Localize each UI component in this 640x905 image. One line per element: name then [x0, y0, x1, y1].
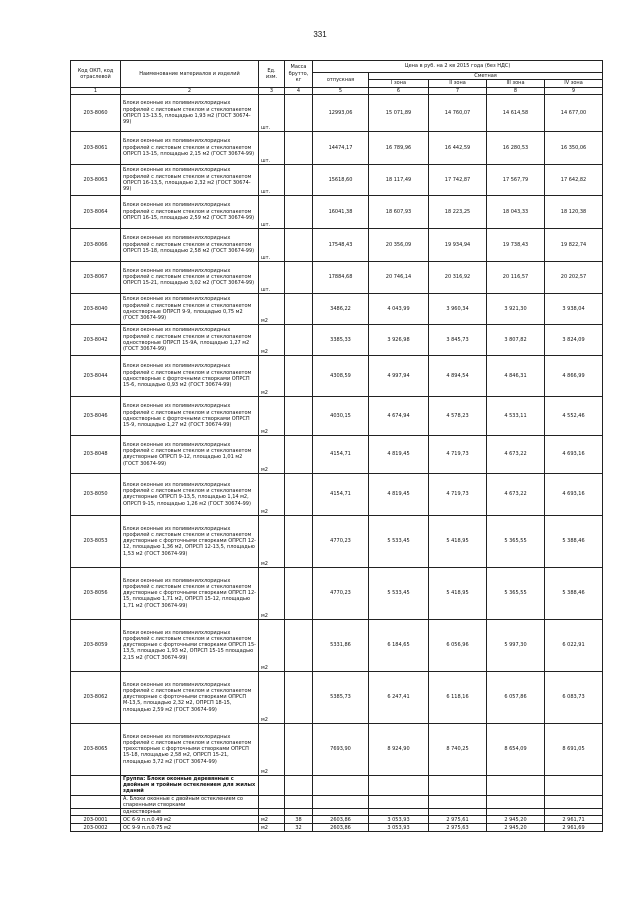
- row-zone4-price: 6 083,73: [545, 671, 603, 723]
- row-unit: м2: [259, 671, 285, 723]
- row-unit: шт.: [259, 131, 285, 164]
- column-index-row: [71, 87, 603, 94]
- row-mass: [285, 293, 313, 324]
- empty-cell: [259, 775, 285, 795]
- row-zone3-price: 2 945,20: [487, 816, 545, 824]
- row-name: Блоки оконные из поливинилхлоридных профилей с листовым стеклом и стеклопакетом ОПРСП 16-13,5, площадью 2,32 м2 (ГОСТ 30674-99): [121, 164, 259, 195]
- empty-cell: [487, 775, 545, 795]
- empty-cell: [71, 775, 121, 795]
- row-code: 203-8044: [71, 355, 121, 396]
- empty-cell: [369, 775, 429, 795]
- row-zone2-price: 4 894,54: [429, 355, 487, 396]
- header-mass: Масса брутто, кг: [285, 61, 313, 88]
- row-zone3-price: 4 846,31: [487, 355, 545, 396]
- table-row: [71, 816, 603, 824]
- row-zone1-price: 3 053,93: [369, 824, 429, 832]
- row-zone4-price: 14 677,00: [545, 94, 603, 131]
- row-zone3-price: 4 673,22: [487, 473, 545, 515]
- row-zone2-price: 4 719,73: [429, 435, 487, 473]
- row-zone1-price: 18 117,49: [369, 164, 429, 195]
- row-zone4-price: 18 120,38: [545, 195, 603, 228]
- row-zone2-price: 18 223,25: [429, 195, 487, 228]
- table-row: [71, 671, 603, 723]
- row-mass: [285, 261, 313, 293]
- row-mass: [285, 131, 313, 164]
- row-name: Блоки оконные из поливинилхлоридных профилей с листовым стеклом и стеклопакетом одностворные ОПРСП 15-9А, площадью 1,27 м2 (ГОСТ 30674-99): [121, 324, 259, 355]
- header-unit: Ед. изм.: [259, 61, 285, 88]
- row-zone2-price: 6 118,16: [429, 671, 487, 723]
- empty-cell: [545, 775, 603, 795]
- empty-cell: [285, 809, 313, 816]
- row-release-price: 12993,06: [313, 94, 369, 131]
- row-unit: м2: [259, 619, 285, 671]
- row-unit: м2: [259, 515, 285, 567]
- row-zone1-price: 15 071,89: [369, 94, 429, 131]
- row-zone3-price: 5 365,55: [487, 567, 545, 619]
- row-release-price: 5331,86: [313, 619, 369, 671]
- col-index: 5: [313, 87, 369, 94]
- row-zone1-price: 6 247,41: [369, 671, 429, 723]
- row-zone3-price: 17 567,79: [487, 164, 545, 195]
- row-code: 203-8050: [71, 473, 121, 515]
- col-index: 7: [429, 87, 487, 94]
- row-zone2-price: 4 719,73: [429, 473, 487, 515]
- row-zone3-price: 14 614,58: [487, 94, 545, 131]
- row-zone4-price: 2 961,71: [545, 816, 603, 824]
- row-unit: м2: [259, 473, 285, 515]
- row-code: 203-0002: [71, 824, 121, 832]
- row-name: Блоки оконные из поливинилхлоридных профилей с листовым стеклом и стеклопакетом ОПРСП 13-13.5, площадью 1,93 м2 (ГОСТ 30674-99): [121, 94, 259, 131]
- row-name: Блоки оконные из поливинилхлоридных профилей с листовым стеклом и стеклопакетом двустворные с форточными створками ОПРСП 12-15, площадью 1,71 м2, ОПРСП 15-12, площадью 1,71 м2 (ГОСТ 30674-99): [121, 567, 259, 619]
- row-release-price: 4770,23: [313, 567, 369, 619]
- row-name: Блоки оконные из поливинилхлоридных профилей с листовым стеклом и стеклопакетом одностворные ОПРСП 9-9, площадью 0,75 м2 (ГОСТ 30674-99): [121, 293, 259, 324]
- col-index: 2: [121, 87, 259, 94]
- empty-cell: [313, 809, 369, 816]
- col-index: 9: [545, 87, 603, 94]
- table-row: [71, 164, 603, 195]
- row-name: Блоки оконные из поливинилхлоридных профилей с листовым стеклом и стеклопакетом двустворные с форточными створками ОПРСП 12-12, площадью 1,36 м2, ОПРСП 12-13,5, площадью 1,53 м2 (ГОСТ 30674-99): [121, 515, 259, 567]
- empty-cell: [429, 795, 487, 809]
- row-zone1-price: 5 533,45: [369, 515, 429, 567]
- row-unit: шт.: [259, 164, 285, 195]
- row-code: 203-8062: [71, 671, 121, 723]
- row-zone4-price: 4 693,16: [545, 473, 603, 515]
- row-zone1-price: 4 819,45: [369, 435, 429, 473]
- header-release: отпускная: [313, 73, 369, 88]
- page-number: 331: [313, 30, 327, 39]
- row-zone3-price: 8 654,09: [487, 723, 545, 775]
- row-code: 203-8053: [71, 515, 121, 567]
- header-price-group: Цена в руб. на 2 кв 2015 года (без НДС): [313, 61, 603, 73]
- empty-cell: [429, 809, 487, 816]
- empty-cell: [259, 795, 285, 809]
- col-index: 3: [259, 87, 285, 94]
- row-zone1-price: 3 926,98: [369, 324, 429, 355]
- row-mass: [285, 435, 313, 473]
- row-mass: [285, 94, 313, 131]
- empty-cell: [429, 775, 487, 795]
- row-code: 203-8066: [71, 228, 121, 261]
- table-row: [71, 723, 603, 775]
- row-code: 203-8065: [71, 723, 121, 775]
- group-row: [71, 775, 603, 795]
- row-mass: [285, 723, 313, 775]
- row-mass: [285, 515, 313, 567]
- row-code: 203-8067: [71, 261, 121, 293]
- col-index: 8: [487, 87, 545, 94]
- row-release-price: 4154,71: [313, 435, 369, 473]
- row-unit: шт.: [259, 94, 285, 131]
- empty-cell: [71, 795, 121, 809]
- row-release-price: 2603,86: [313, 824, 369, 832]
- table-row: [71, 195, 603, 228]
- row-zone3-price: 20 116,57: [487, 261, 545, 293]
- row-unit: м2: [259, 723, 285, 775]
- table-row: [71, 567, 603, 619]
- row-zone2-price: 5 418,95: [429, 515, 487, 567]
- row-code: 203-8059: [71, 619, 121, 671]
- row-mass: [285, 164, 313, 195]
- table-header: [71, 61, 603, 95]
- row-zone1-price: 20 356,09: [369, 228, 429, 261]
- empty-cell: [313, 775, 369, 795]
- row-mass: [285, 396, 313, 435]
- row-zone3-price: 5 365,55: [487, 515, 545, 567]
- row-zone4-price: 17 642,82: [545, 164, 603, 195]
- col-index: 6: [369, 87, 429, 94]
- row-zone4-price: 6 022,91: [545, 619, 603, 671]
- price-table: [70, 60, 603, 832]
- row-mass: 32: [285, 824, 313, 832]
- row-name: Блоки оконные из поливинилхлоридных профилей с листовым стеклом и стеклопакетом трехстворные с форточными створками ОПРСП 15-18, площадью 2,58 м2, ОПРСП 15-21, площадью 3,72 м2 (ГОСТ 30674-99): [121, 723, 259, 775]
- empty-cell: [487, 809, 545, 816]
- table-row: [71, 94, 603, 131]
- row-zone4-price: 16 350,06: [545, 131, 603, 164]
- tail-body: [71, 816, 603, 832]
- row-zone4-price: 5 388,46: [545, 567, 603, 619]
- group-title: Группа: Блоки оконные деревянные с двойным и тройным остеклением для жилых зданий: [121, 775, 259, 795]
- row-unit: м2: [259, 324, 285, 355]
- row-zone2-price: 3 960,34: [429, 293, 487, 324]
- row-name: ОС 9-9 п.л.0.75 м2: [121, 824, 259, 832]
- row-zone2-price: 2 975,61: [429, 816, 487, 824]
- table-row: [71, 515, 603, 567]
- row-unit: м2: [259, 355, 285, 396]
- empty-cell: [545, 795, 603, 809]
- header-name: Наименование материалов и изделий: [121, 61, 259, 88]
- empty-cell: [369, 795, 429, 809]
- row-zone3-price: 4 533,11: [487, 396, 545, 435]
- row-unit: м2: [259, 824, 285, 832]
- row-release-price: 5385,73: [313, 671, 369, 723]
- row-zone4-price: 4 693,16: [545, 435, 603, 473]
- subgroup-row: [71, 795, 603, 809]
- empty-cell: [369, 809, 429, 816]
- empty-cell: [285, 795, 313, 809]
- row-code: 203-8046: [71, 396, 121, 435]
- row-mass: [285, 619, 313, 671]
- row-name: Блоки оконные из поливинилхлоридных профилей с листовым стеклом и стеклопакетом ОПРСП 15-18, площадью 2,58 м2 (ГОСТ 30674-99): [121, 228, 259, 261]
- row-release-price: 14474,17: [313, 131, 369, 164]
- row-zone3-price: 18 043,33: [487, 195, 545, 228]
- row-mass: [285, 671, 313, 723]
- row-zone4-price: 4 552,46: [545, 396, 603, 435]
- col-index: 1: [71, 87, 121, 94]
- row-unit: м2: [259, 435, 285, 473]
- table-row: [71, 435, 603, 473]
- row-mass: [285, 195, 313, 228]
- row-zone1-price: 4 819,45: [369, 473, 429, 515]
- col-index: 4: [285, 87, 313, 94]
- row-code: 203-0001: [71, 816, 121, 824]
- row-zone3-price: 19 738,43: [487, 228, 545, 261]
- empty-cell: [71, 809, 121, 816]
- row-zone2-price: 5 418,95: [429, 567, 487, 619]
- row-name: ОС 6-9 п.л.0.49 м2: [121, 816, 259, 824]
- row-release-price: 16041,38: [313, 195, 369, 228]
- table-row: [71, 473, 603, 515]
- row-name: Блоки оконные из поливинилхлоридных профилей с листовым стеклом и стеклопакетом двустворные с форточными створками ОПРСП 15-13,5, площадью 1,93 м2, ОПРСП 15-15 площадью 2,15 м2 (ГОСТ 30674-99): [121, 619, 259, 671]
- table-row: [71, 619, 603, 671]
- row-release-price: 17548,43: [313, 228, 369, 261]
- row-unit: шт.: [259, 228, 285, 261]
- row-zone2-price: 19 934,94: [429, 228, 487, 261]
- empty-cell: [285, 775, 313, 795]
- row-code: 203-8048: [71, 435, 121, 473]
- row-zone1-price: 20 746,14: [369, 261, 429, 293]
- empty-cell: [259, 809, 285, 816]
- header-code: Код ОКП, код отраслевой: [71, 61, 121, 88]
- table-body: [71, 94, 603, 775]
- table-row: [71, 261, 603, 293]
- row-zone2-price: 8 740,25: [429, 723, 487, 775]
- row-zone1-price: 18 607,93: [369, 195, 429, 228]
- row-mass: [285, 355, 313, 396]
- row-zone1-price: 5 533,45: [369, 567, 429, 619]
- subgroup-title: А. Блоки оконные с двойным остеклением со спаренными створками: [121, 795, 259, 809]
- row-name: Блоки оконные из поливинилхлоридных профилей с листовым стеклом и стеклопакетом ОПРСП 13-15, площадью 2,15 м2 (ГОСТ 30674-99): [121, 131, 259, 164]
- header-zone-1: I зона: [369, 80, 429, 87]
- row-zone4-price: 3 824,09: [545, 324, 603, 355]
- row-zone4-price: 8 691,05: [545, 723, 603, 775]
- row-name: Блоки оконные из поливинилхлоридных профилей с листовым стеклом и стеклопакетом одностворные с форточными створками ОПРСП 15-6, площадью 0,93 м2 (ГОСТ 30674-99): [121, 355, 259, 396]
- row-release-price: 15618,60: [313, 164, 369, 195]
- row-unit: м2: [259, 293, 285, 324]
- row-zone3-price: 5 997,30: [487, 619, 545, 671]
- table-row: [71, 228, 603, 261]
- row-zone4-price: 20 202,57: [545, 261, 603, 293]
- table-row: [71, 396, 603, 435]
- row-name: Блоки оконные из поливинилхлоридных профилей с листовым стеклом и стеклопакетом ОПРСП 16-15, площадью 2,59 м2 (ГОСТ 30674-99): [121, 195, 259, 228]
- row-release-price: 17884,68: [313, 261, 369, 293]
- row-release-price: 4030,15: [313, 396, 369, 435]
- row-zone1-price: 4 997,94: [369, 355, 429, 396]
- row-unit: м2: [259, 816, 285, 824]
- row-mass: [285, 567, 313, 619]
- row-zone2-price: 2 975,63: [429, 824, 487, 832]
- row-zone3-price: 3 921,30: [487, 293, 545, 324]
- group-section: [71, 775, 603, 816]
- row-zone2-price: 17 742,87: [429, 164, 487, 195]
- row-zone3-price: 2 945,20: [487, 824, 545, 832]
- row-name: Блоки оконные из поливинилхлоридных профилей с листовым стеклом и стеклопакетом двустворные ОПРСП 9-12, площадью 1,01 м2 (ГОСТ 30674-99): [121, 435, 259, 473]
- row-release-price: 3486,22: [313, 293, 369, 324]
- row-name: Блоки оконные из поливинилхлоридных профилей с листовым стеклом и стеклопакетом двустворные с форточными створками ОПРСП М-13,5, площадью 2,32 м2, ОПРСП 18-15, площадью 2,59 м2 (ГОСТ 30674-99): [121, 671, 259, 723]
- header-zone-3: III зона: [487, 80, 545, 87]
- empty-cell: [487, 795, 545, 809]
- row-unit: шт.: [259, 261, 285, 293]
- subgroup-type-row: [71, 809, 603, 816]
- row-mass: [285, 324, 313, 355]
- row-zone2-price: 3 845,73: [429, 324, 487, 355]
- row-zone1-price: 8 924,90: [369, 723, 429, 775]
- row-zone4-price: 2 961,69: [545, 824, 603, 832]
- row-zone4-price: 5 388,46: [545, 515, 603, 567]
- header-estimate: Сметная: [369, 73, 603, 80]
- row-code: 203-8063: [71, 164, 121, 195]
- row-unit: шт.: [259, 195, 285, 228]
- row-name: Блоки оконные из поливинилхлоридных профилей с листовым стеклом и стеклопакетом одностворные с форточными створками ОПРСП 15-9, площадью 1,27 м2 (ГОСТ 30674-99): [121, 396, 259, 435]
- row-zone2-price: 16 442,59: [429, 131, 487, 164]
- row-zone4-price: 4 866,99: [545, 355, 603, 396]
- row-zone3-price: 16 280,53: [487, 131, 545, 164]
- row-release-price: 2603,86: [313, 816, 369, 824]
- empty-cell: [313, 795, 369, 809]
- row-release-price: 3385,33: [313, 324, 369, 355]
- row-zone2-price: 4 578,23: [429, 396, 487, 435]
- row-mass: [285, 228, 313, 261]
- row-zone1-price: 4 043,99: [369, 293, 429, 324]
- row-zone1-price: 6 184,65: [369, 619, 429, 671]
- row-zone2-price: 6 056,96: [429, 619, 487, 671]
- row-zone1-price: 16 789,96: [369, 131, 429, 164]
- table-row: [71, 355, 603, 396]
- row-code: 203-8056: [71, 567, 121, 619]
- table-row: [71, 293, 603, 324]
- row-zone4-price: 19 822,74: [545, 228, 603, 261]
- row-code: 203-8064: [71, 195, 121, 228]
- row-release-price: 4770,23: [313, 515, 369, 567]
- row-unit: м2: [259, 567, 285, 619]
- row-code: 203-8061: [71, 131, 121, 164]
- header-zone-4: IV зона: [545, 80, 603, 87]
- empty-cell: [545, 809, 603, 816]
- subgroup-type: одностворные: [121, 809, 259, 816]
- row-code: 203-8042: [71, 324, 121, 355]
- row-zone3-price: 3 807,82: [487, 324, 545, 355]
- table-row: [71, 824, 603, 832]
- row-release-price: 7693,90: [313, 723, 369, 775]
- row-mass: 38: [285, 816, 313, 824]
- row-zone3-price: 4 673,22: [487, 435, 545, 473]
- row-release-price: 4308,59: [313, 355, 369, 396]
- row-unit: м2: [259, 396, 285, 435]
- row-zone4-price: 3 938,04: [545, 293, 603, 324]
- header-zone-2: II зона: [429, 80, 487, 87]
- row-release-price: 4154,71: [313, 473, 369, 515]
- row-code: 203-8060: [71, 94, 121, 131]
- row-zone1-price: 3 053,93: [369, 816, 429, 824]
- table-row: [71, 131, 603, 164]
- row-zone2-price: 20 316,92: [429, 261, 487, 293]
- row-zone1-price: 4 674,94: [369, 396, 429, 435]
- row-mass: [285, 473, 313, 515]
- row-name: Блоки оконные из поливинилхлоридных профилей с листовым стеклом и стеклопакетом двустворные ОПРСП 9-13,5, площадью 1,14 м2, ОПРСП 9-15, площадью 1,26 м2 (ГОСТ 30674-99): [121, 473, 259, 515]
- row-zone2-price: 14 760,07: [429, 94, 487, 131]
- row-zone3-price: 6 057,86: [487, 671, 545, 723]
- row-code: 203-8040: [71, 293, 121, 324]
- row-name: Блоки оконные из поливинилхлоридных профилей с листовым стеклом и стеклопакетом ОПРСП 15-21, площадью 3,02 м2 (ГОСТ 30674-99): [121, 261, 259, 293]
- table-row: [71, 324, 603, 355]
